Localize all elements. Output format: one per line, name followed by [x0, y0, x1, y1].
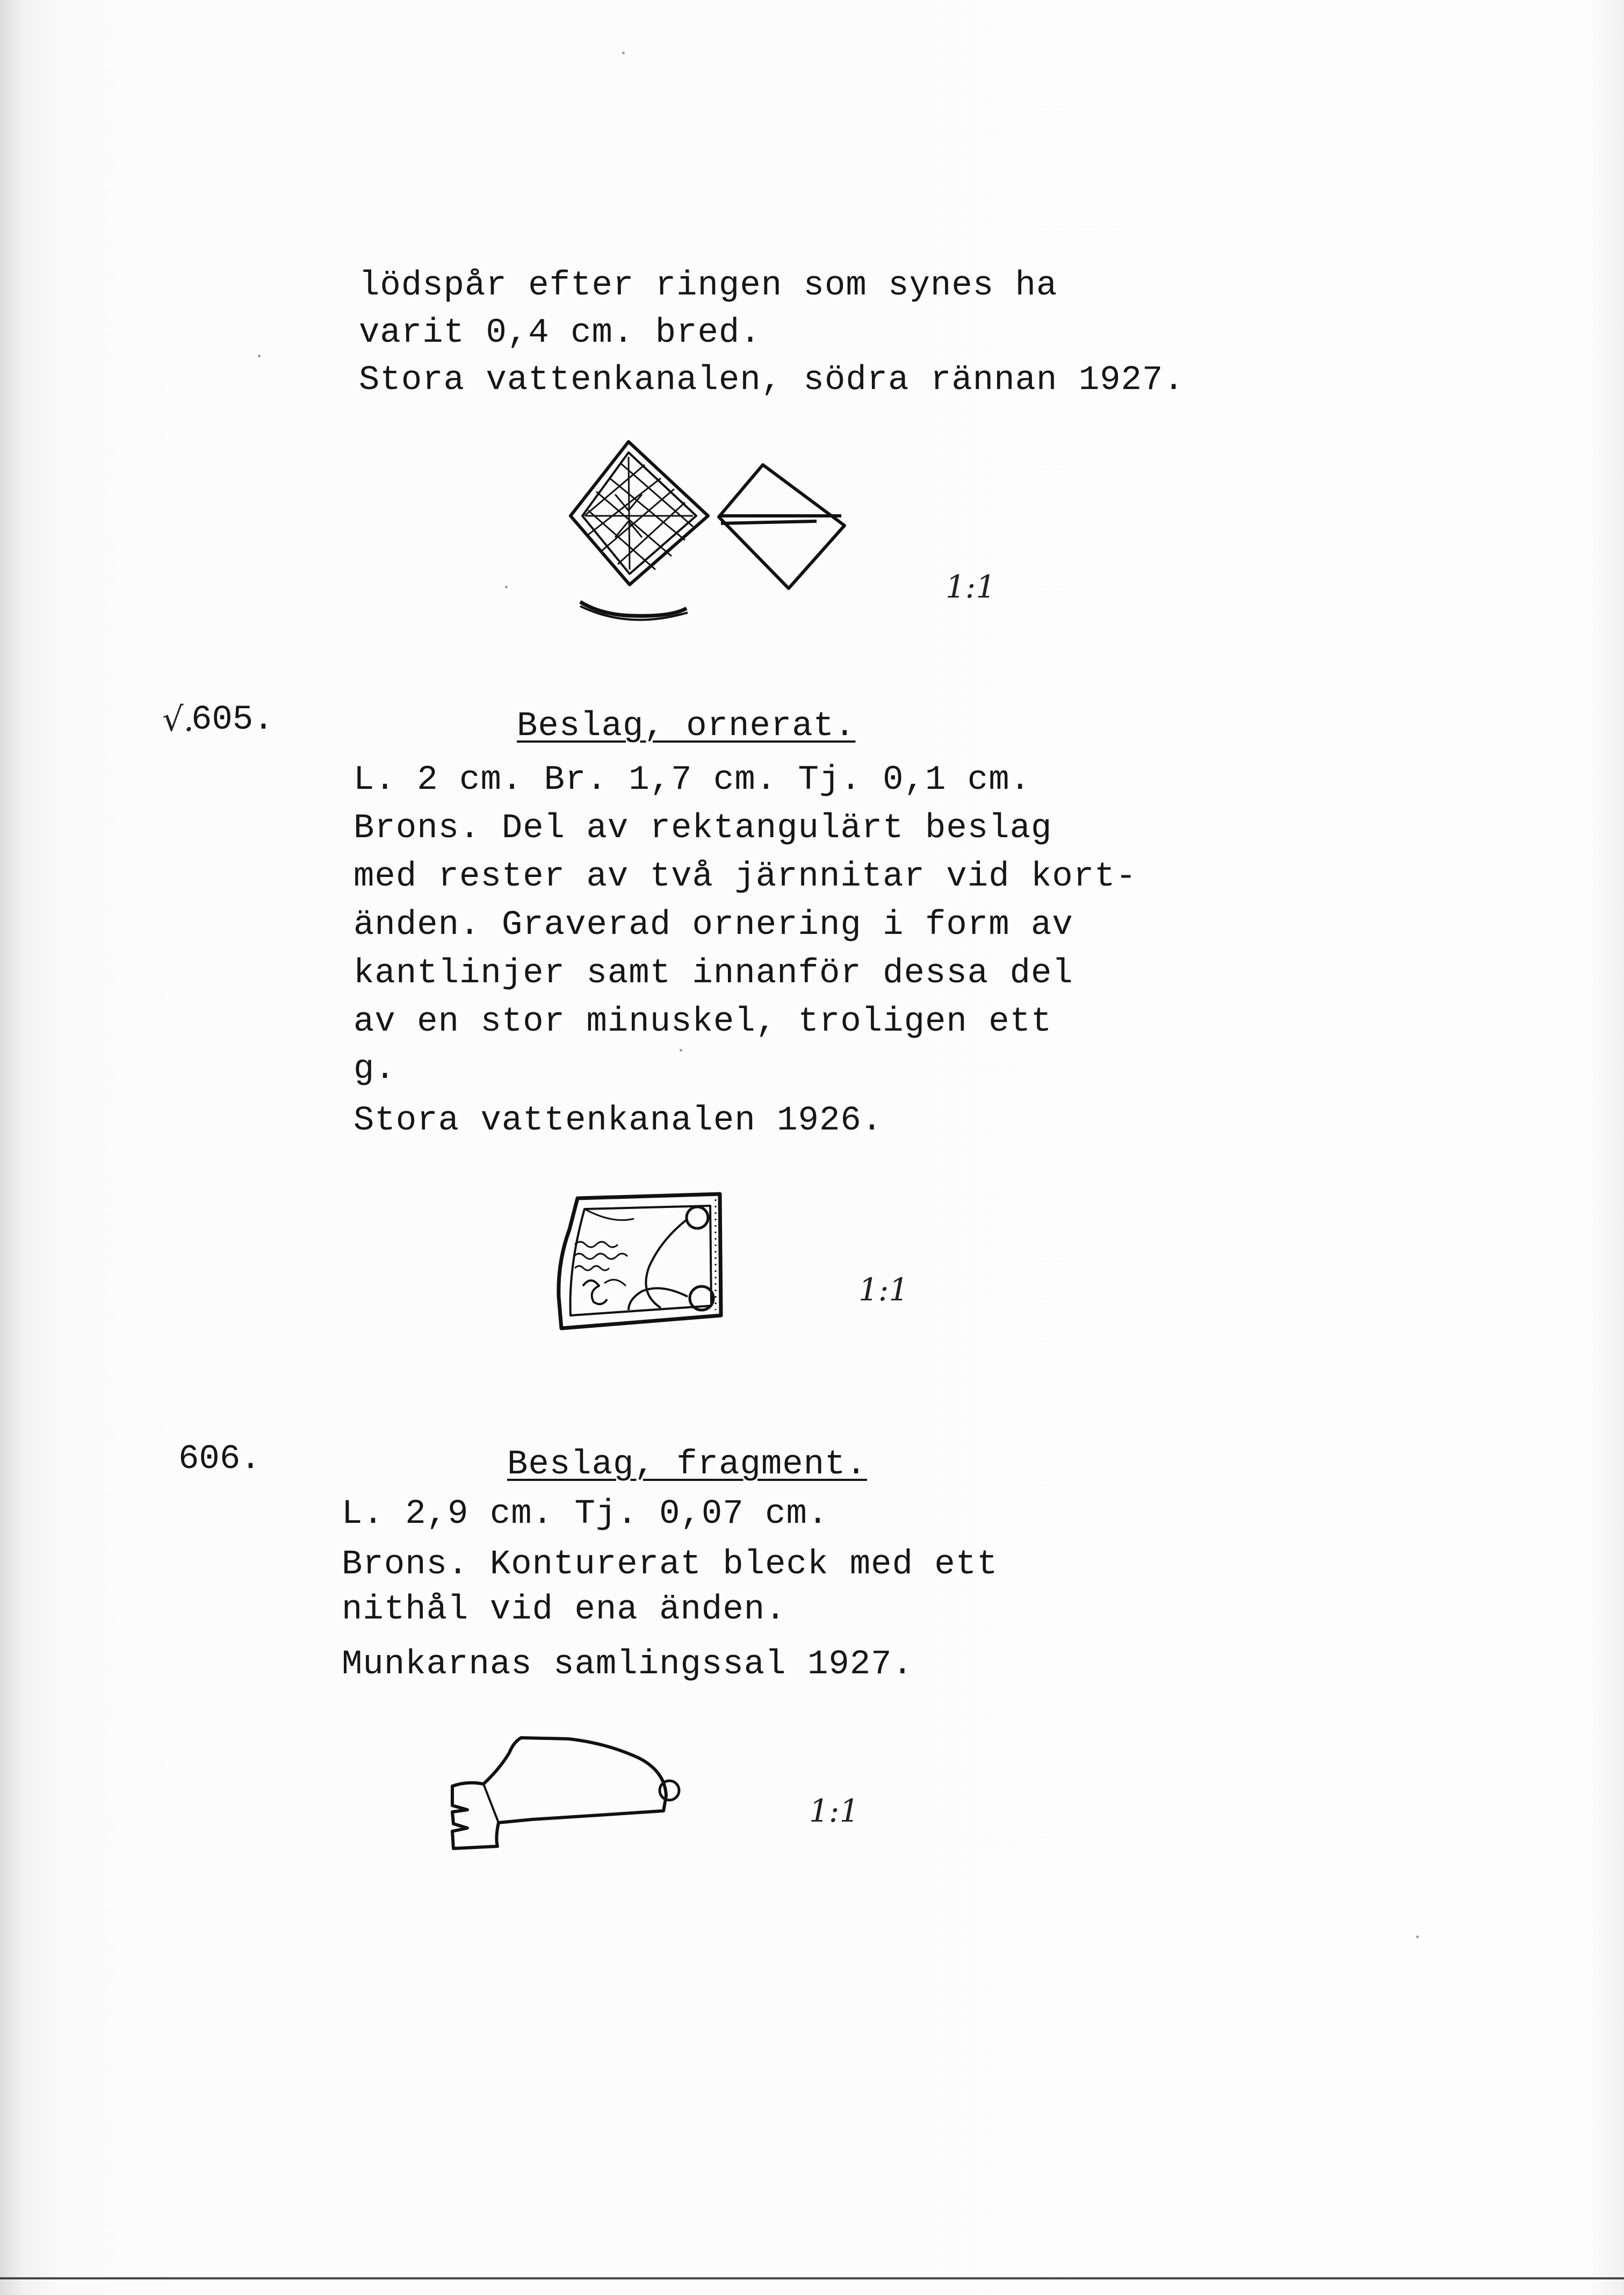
- scale-note-intro: 1:1: [945, 569, 996, 605]
- intro-line-1: lödspår efter ringen som synes ha: [359, 267, 1058, 305]
- sketch-rhombus-mount: [564, 435, 854, 634]
- entry-606-line-4: Munkarnas samlingssal 1927.: [342, 1645, 913, 1684]
- speck: [505, 586, 508, 588]
- entry-605-line-8: Stora vattenkanalen 1926.: [353, 1102, 883, 1140]
- entry-605-line-4: änden. Graverad ornering i form av: [353, 906, 1073, 945]
- entry-606-line-2: Brons. Konturerat bleck med ett: [342, 1545, 998, 1584]
- entry-606-line-3: nithål vid ena änden.: [342, 1591, 786, 1629]
- sketch-ornate-mount: [553, 1186, 731, 1334]
- speck: [258, 355, 261, 357]
- bottom-edge-line: [0, 2277, 1624, 2279]
- entry-605-line-7: g.: [353, 1050, 396, 1089]
- scale-note-606: 1:1: [809, 1793, 860, 1829]
- entry-605-number: 605.: [191, 701, 274, 739]
- sketch-fragment-mount: [446, 1731, 698, 1855]
- entry-605-line-5: kantlinjer samt innanför dessa del: [353, 954, 1073, 993]
- page-edge-shade: [1587, 0, 1624, 2295]
- entry-606-number: 606.: [178, 1440, 261, 1479]
- entry-606-title: Beslag, fragment.: [507, 1445, 867, 1484]
- speck: [622, 52, 625, 54]
- entry-605-check-mark: √.: [162, 700, 194, 739]
- speck: [680, 1049, 682, 1052]
- intro-line-3: Stora vattenkanalen, södra rännan 1927.: [359, 361, 1185, 400]
- entry-605-line-6: av en stor minuskel, troligen ett: [353, 1003, 1052, 1041]
- entry-605-line-1: L. 2 cm. Br. 1,7 cm. Tj. 0,1 cm.: [353, 761, 1031, 800]
- entry-606-line-1: L. 2,9 cm. Tj. 0,07 cm.: [342, 1495, 829, 1534]
- scale-note-605: 1:1: [858, 1271, 909, 1308]
- speck: [1416, 1936, 1419, 1938]
- entry-605-line-2: Brons. Del av rektangulärt beslag: [353, 809, 1052, 848]
- intro-line-2: varit 0,4 cm. bred.: [359, 314, 761, 352]
- entry-605-line-3: med rester av två järnnitar vid kort-: [353, 858, 1137, 896]
- entry-605-title: Beslag, ornerat.: [517, 707, 856, 746]
